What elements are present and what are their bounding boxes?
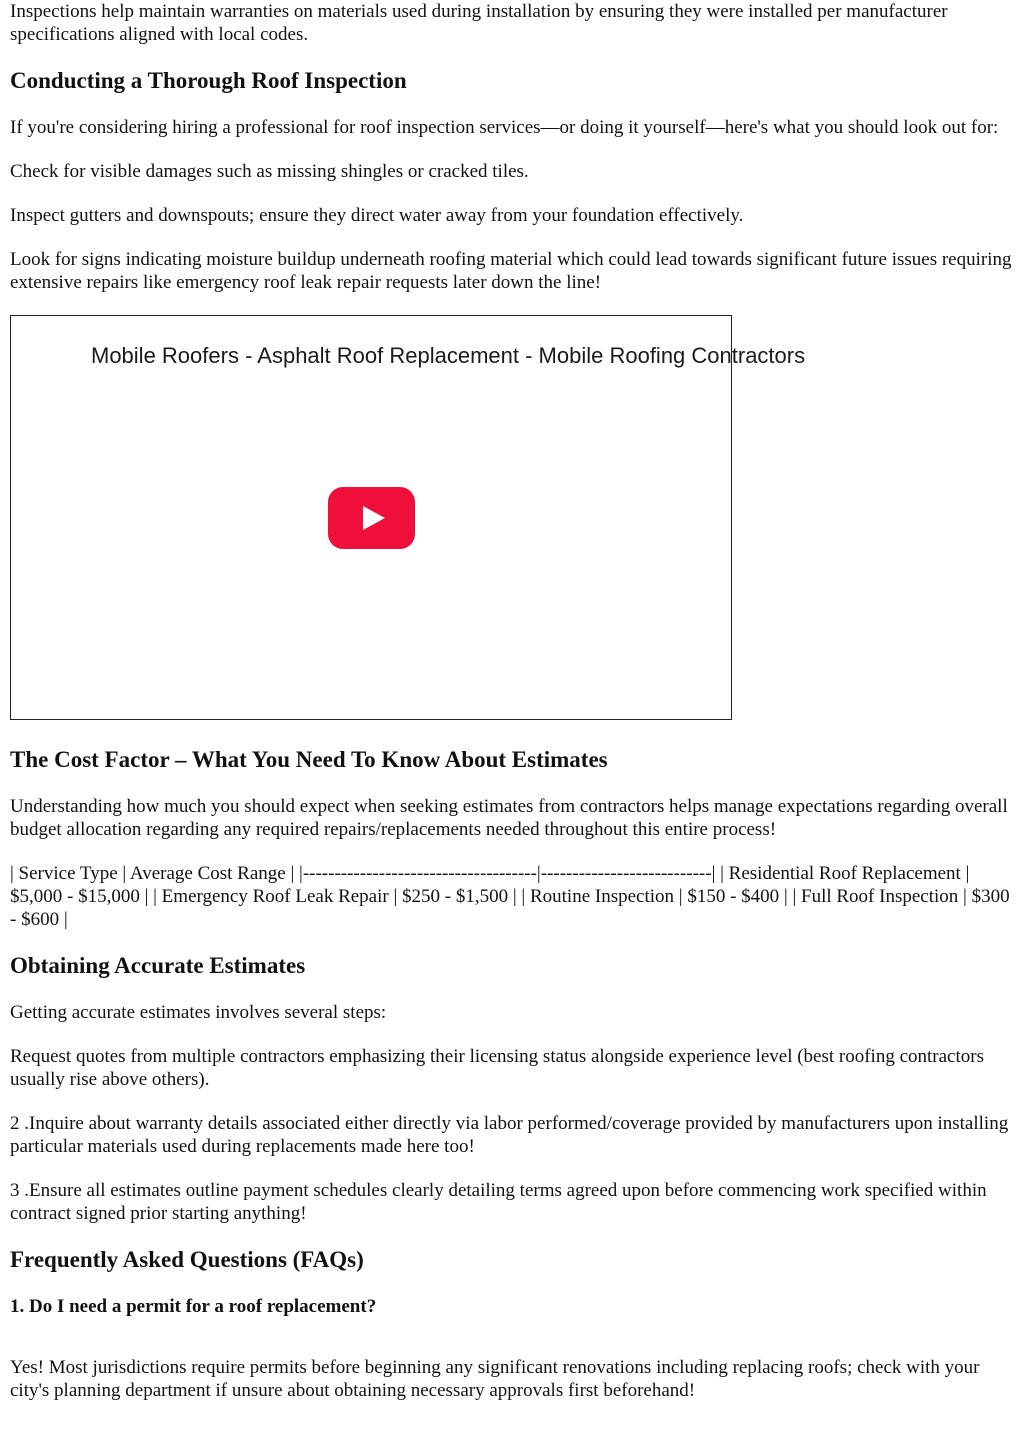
cost-heading: The Cost Factor – What You Need To Know About Estimates [10,747,608,772]
inspection-paragraph-4: Look for signs indicating moisture buildup underneath roofing material which could lead towards significant future issues requiring extensive repairs like emergency roof leak repair requests later down the line! [10,249,1012,293]
inspection-heading: Conducting a Thorough Roof Inspection [10,68,407,93]
faq-heading: Frequently Asked Questions (FAQs) [10,1247,364,1272]
inspection-paragraph-3: Inspect gutters and downspouts; ensure they direct water away from your foundation effectively. [10,205,744,226]
faq-question-1: 1. Do I need a permit for a roof replacement? [10,1296,377,1317]
video-embed[interactable] [10,315,806,720]
estimates-paragraph-1: Getting accurate estimates involves several steps: [10,1002,387,1023]
play-button[interactable] [328,487,415,549]
estimates-paragraph-4: 3 .Ensure all estimates outline payment schedules clearly detailing terms agreed upon before commencing work specified within contract signed prior starting anything! [10,1180,987,1224]
cost-table-text: | Service Type | Average Cost Range | |-------------------------------------|---------------------------| | Residential Roof Replacement | $5,000 - $15,000 | | Emergency Roof Leak Repair | $250 - $1,500 | | Routine Inspection | $150 - $400 | | Full Roof Inspection | $300 - $600 | [10,863,1010,930]
cost-paragraph: Understanding how much you should expect when seeking estimates from contractors helps manage expectations regarding overall budget allocation regarding any required repairs/replacements needed throughout this entire process! [10,796,1008,840]
estimates-paragraph-3: 2 .Inquire about warranty details associated either directly via labor performed/coverage provided by manufacturers upon installing particular materials used during replacements made here too! [10,1113,1009,1157]
faq-answer-1: Yes! Most jurisdictions require permits before beginning any significant renovations including replacing roofs; check with your city's planning department if unsure about obtaining necessary approvals first beforehand! [10,1357,980,1401]
estimates-heading: Obtaining Accurate Estimates [10,953,306,978]
play-icon [328,487,415,549]
intro-paragraph: Inspections help maintain warranties on materials used during installation by ensuring they were installed per manufacturer specifications aligned with local codes. [10,1,948,45]
inspection-paragraph-2: Check for visible damages such as missing shingles or cracked tiles. [10,161,529,182]
inspection-paragraph-1: If you're considering hiring a professional for roof inspection services—or doing it yourself—here's what you should look out for: [10,117,999,138]
video-title[interactable]: Mobile Roofers - Asphalt Roof Replacement - Mobile Roofing Contractors [91,343,806,368]
estimates-paragraph-2: Request quotes from multiple contractors emphasizing their licensing status alongside experience level (best roofing contractors usually rise above others). [10,1046,984,1090]
